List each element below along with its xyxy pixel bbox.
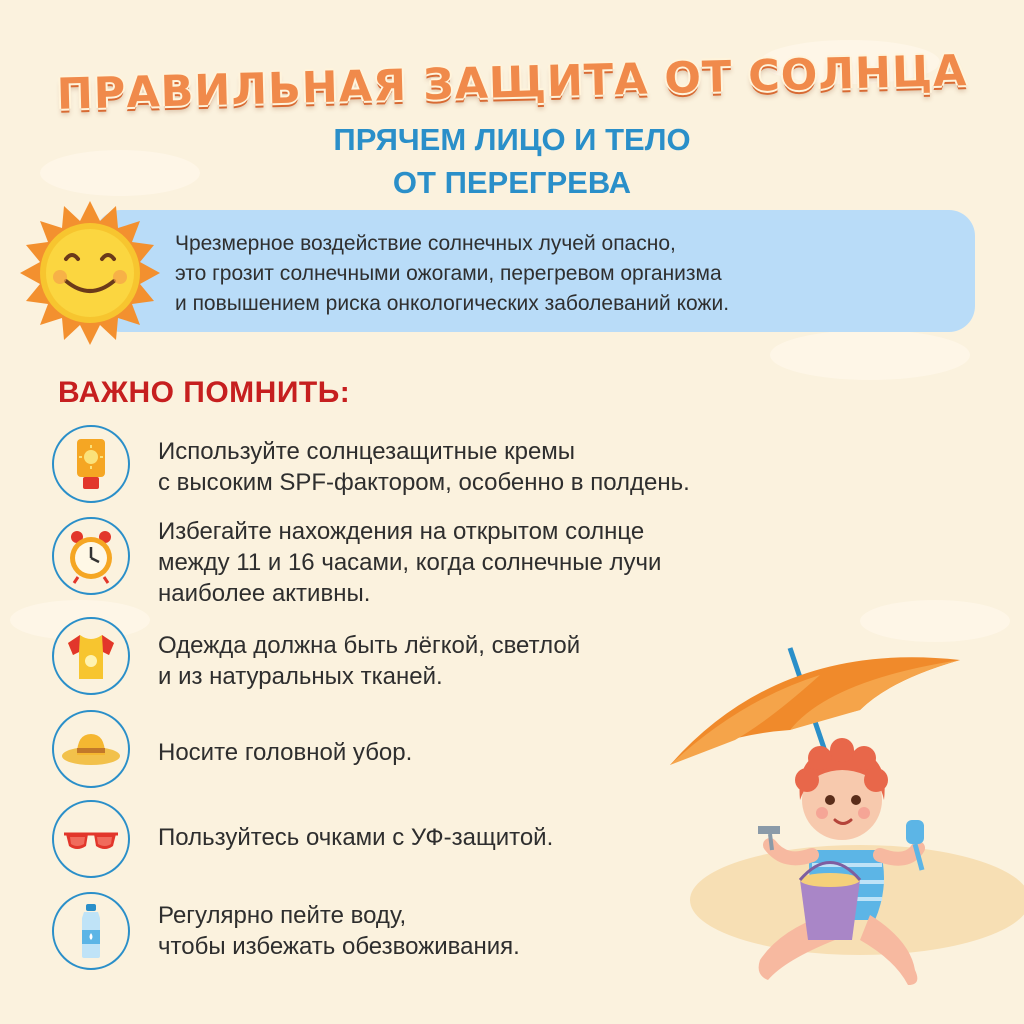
tip-line: Носите головной убор. xyxy=(158,739,413,766)
tip-line: и из натуральных тканей. xyxy=(158,663,443,690)
info-paragraph xyxy=(175,229,965,319)
tip-line: Регулярно пейте воду, xyxy=(158,902,407,929)
sun-hat-icon xyxy=(52,710,130,788)
tip-line: между 11 и 16 часами, когда солнечные лучи xyxy=(158,549,662,576)
tip-line: Используйте солнцезащитные кремы xyxy=(158,438,576,465)
smiling-sun-icon xyxy=(15,198,165,348)
tshirt-icon xyxy=(52,617,130,695)
tip-line: Избегайте нахождения на открытом солнце xyxy=(158,518,645,545)
page-subtitle xyxy=(0,118,1024,204)
alarm-clock-icon xyxy=(52,517,130,595)
info-line: и повышением риска онкологических заболеваний кожи. xyxy=(175,292,730,315)
tip-line: чтобы избежать обезвоживания. xyxy=(158,933,520,960)
cloud-decoration xyxy=(860,600,1010,642)
sunglasses-icon xyxy=(52,800,130,878)
cloud-decoration xyxy=(770,330,970,380)
tip-text xyxy=(158,516,858,609)
tip-line: с высоким SPF-фактором, особенно в полдень. xyxy=(158,469,690,496)
tip-line: наиболее активны. xyxy=(158,580,371,607)
tip-line: Пользуйтесь очками с УФ-защитой. xyxy=(158,824,554,851)
page-title: ПРАВИЛЬНАЯ ЗАЩИТА ОТ СОЛНЦА xyxy=(56,46,968,120)
info-line: Чрезмерное воздействие солнечных лучей опасно, xyxy=(175,232,676,255)
subtitle-line: ОТ ПЕРЕГРЕВА xyxy=(392,165,632,200)
tip-text xyxy=(158,436,858,498)
section-title: ВАЖНО ПОМНИТЬ: xyxy=(58,376,351,409)
child-under-umbrella-illustration xyxy=(660,640,1024,1024)
water-bottle-icon xyxy=(52,892,130,970)
info-line: это грозит солнечными ожогами, перегревом организма xyxy=(175,262,722,285)
sunscreen-tube-icon xyxy=(52,425,130,503)
subtitle-line: ПРЯЧЕМ ЛИЦО И ТЕЛО xyxy=(333,122,691,157)
tip-line: Одежда должна быть лёгкой, светлой xyxy=(158,632,581,659)
